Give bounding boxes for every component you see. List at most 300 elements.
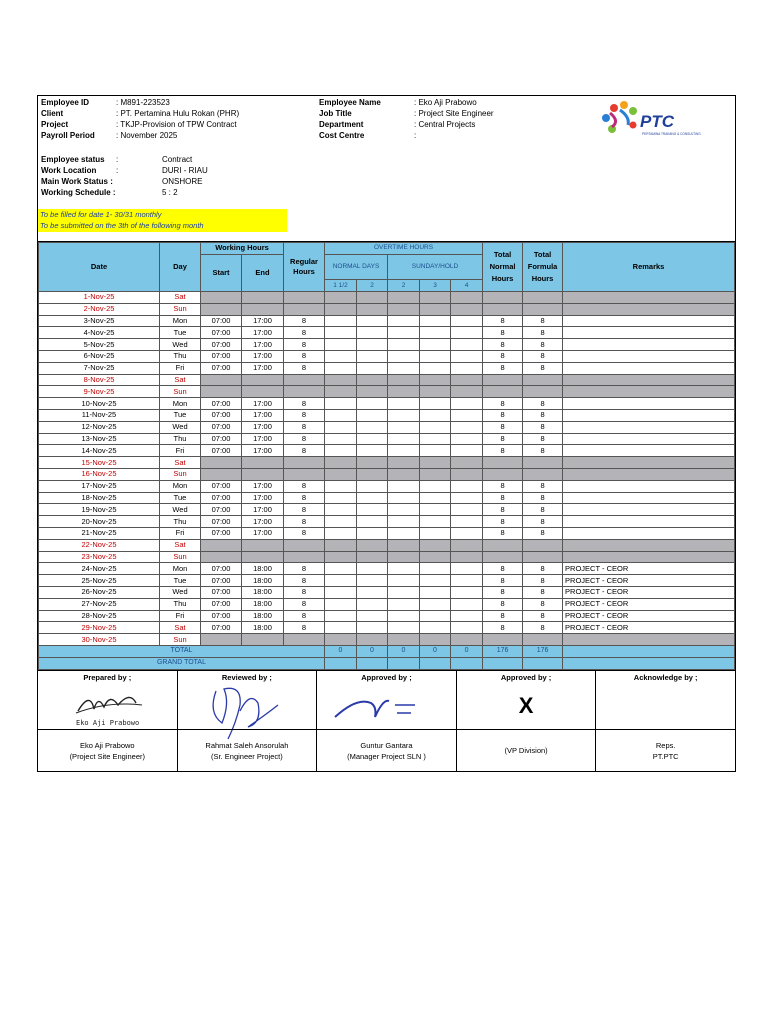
cell-overtime <box>388 292 420 304</box>
table-row <box>39 563 735 575</box>
cell-tf <box>523 292 563 304</box>
cell-overtime <box>451 551 483 563</box>
cell-overtime <box>325 374 357 386</box>
info-value: : Central Projects <box>414 120 476 129</box>
cell-overtime <box>451 480 483 492</box>
table-row <box>39 374 735 386</box>
cell-reg: 8 <box>284 327 325 339</box>
acknowledge-by-title: Acknowledge by ; <box>633 672 698 682</box>
acknowledge-by-block <box>596 671 735 771</box>
cell-overtime <box>325 362 357 374</box>
cell-rem <box>563 421 735 433</box>
info-value: Contract <box>162 155 193 164</box>
total-cell: 0 <box>451 645 483 657</box>
cell-overtime <box>325 292 357 304</box>
cell-date: 20-Nov-25 <box>39 516 160 528</box>
table-row <box>39 468 735 480</box>
cell-end: 18:00 <box>242 610 284 622</box>
cell-end: 17:00 <box>242 421 284 433</box>
ptc-logo-icon <box>598 99 708 139</box>
cell-rem <box>563 457 735 469</box>
cell-tf: 8 <box>523 350 563 362</box>
cell-tf: 8 <box>523 433 563 445</box>
cell-end <box>242 634 284 646</box>
cell-overtime <box>357 468 388 480</box>
cell-rem <box>563 339 735 351</box>
cell-reg: 8 <box>284 409 325 421</box>
cell-date: 6-Nov-25 <box>39 350 160 362</box>
cell-tn <box>483 292 523 304</box>
table-row <box>39 303 735 315</box>
cell-rem <box>563 398 735 410</box>
cell-overtime <box>451 433 483 445</box>
cell-start: 07:00 <box>201 586 242 598</box>
employee-info-left <box>41 97 239 141</box>
cell-reg <box>284 374 325 386</box>
cell-reg: 8 <box>284 575 325 587</box>
cell-end: 17:00 <box>242 362 284 374</box>
table-row <box>39 362 735 374</box>
cell-overtime <box>357 398 388 410</box>
cell-end: 17:00 <box>242 315 284 327</box>
cell-reg: 8 <box>284 480 325 492</box>
cell-date: 21-Nov-25 <box>39 527 160 539</box>
cell-overtime <box>451 457 483 469</box>
cell-date: 25-Nov-25 <box>39 575 160 587</box>
prepared-by-name-line: Eko Aji Prabowo <box>79 740 135 750</box>
cell-overtime <box>357 421 388 433</box>
cell-start: 07:00 <box>201 610 242 622</box>
cell-rem <box>563 539 735 551</box>
table-row <box>39 327 735 339</box>
cell-start: 07:00 <box>201 421 242 433</box>
cell-overtime <box>325 551 357 563</box>
cell-tn: 8 <box>483 586 523 598</box>
prepared-signature-name: Eko Aji Prabowo <box>76 718 140 727</box>
cell-reg: 8 <box>284 586 325 598</box>
cell-day: Mon <box>160 398 201 410</box>
reviewed-by-title: Reviewed by ; <box>221 672 272 682</box>
cell-day: Thu <box>160 350 201 362</box>
cell-tf: 8 <box>523 563 563 575</box>
cell-overtime <box>388 492 420 504</box>
total-cell: 0 <box>388 645 420 657</box>
cell-date: 4-Nov-25 <box>39 327 160 339</box>
approved-by-title: Approved by ; <box>361 672 412 682</box>
cell-tf <box>523 457 563 469</box>
cell-rem <box>563 386 735 398</box>
cell-tn: 8 <box>483 504 523 516</box>
cell-tf <box>523 374 563 386</box>
approved-signature <box>317 683 456 729</box>
cell-overtime <box>451 303 483 315</box>
cell-reg: 8 <box>284 362 325 374</box>
cell-overtime <box>451 527 483 539</box>
cell-tf: 8 <box>523 445 563 457</box>
cell-end <box>242 303 284 315</box>
cell-tf <box>523 386 563 398</box>
cell-reg <box>284 551 325 563</box>
cell-end <box>242 539 284 551</box>
cell-reg <box>284 468 325 480</box>
cell-start <box>201 539 242 551</box>
cell-day: Thu <box>160 516 201 528</box>
cell-overtime <box>388 350 420 362</box>
cell-rem <box>563 409 735 421</box>
cell-overtime <box>357 409 388 421</box>
info-label: Cost Centre <box>319 131 365 140</box>
cell-rem <box>563 480 735 492</box>
cell-rem <box>563 374 735 386</box>
cell-day: Sat <box>160 539 201 551</box>
cell-date: 19-Nov-25 <box>39 504 160 516</box>
col-ot-sun-3-header: 3 <box>420 280 451 292</box>
cell-end: 17:00 <box>242 327 284 339</box>
cell-overtime <box>325 303 357 315</box>
cell-overtime <box>388 339 420 351</box>
cell-reg: 8 <box>284 504 325 516</box>
table-row <box>39 315 735 327</box>
total-cell: 0 <box>420 645 451 657</box>
cell-tf: 8 <box>523 598 563 610</box>
cell-overtime <box>420 492 451 504</box>
cell-overtime <box>325 350 357 362</box>
cell-reg: 8 <box>284 598 325 610</box>
table-row <box>39 292 735 304</box>
cell-overtime <box>325 386 357 398</box>
cell-day: Fri <box>160 527 201 539</box>
cell-start <box>201 468 242 480</box>
cell-rem: PROJECT - CEOR <box>563 622 735 634</box>
cell-start <box>201 457 242 469</box>
cell-end: 17:00 <box>242 516 284 528</box>
info-row <box>41 108 239 119</box>
cell-overtime <box>325 457 357 469</box>
info-separator: : <box>116 166 119 175</box>
col-remarks-header: Remarks <box>563 243 735 292</box>
cell-overtime <box>420 468 451 480</box>
cell-overtime <box>357 504 388 516</box>
cell-reg <box>284 457 325 469</box>
cell-overtime <box>388 303 420 315</box>
cell-tn: 8 <box>483 527 523 539</box>
cell-tn: 8 <box>483 362 523 374</box>
cell-date: 23-Nov-25 <box>39 551 160 563</box>
cell-overtime <box>451 563 483 575</box>
cell-tn: 8 <box>483 433 523 445</box>
cell-overtime <box>420 598 451 610</box>
cell-overtime <box>357 575 388 587</box>
cell-overtime <box>388 575 420 587</box>
cell-tf <box>523 468 563 480</box>
col-ot-1-5-header: 1 1/2 <box>325 280 357 292</box>
total-row <box>39 645 735 657</box>
timesheet <box>37 95 736 772</box>
cell-overtime <box>325 433 357 445</box>
cell-date: 15-Nov-25 <box>39 457 160 469</box>
cell-reg: 8 <box>284 421 325 433</box>
cell-start: 07:00 <box>201 575 242 587</box>
acknowledge-signature-area <box>596 683 735 729</box>
info-value: DURI - RIAU <box>162 166 208 175</box>
cell-start <box>201 292 242 304</box>
col-date-header: Date <box>39 243 160 292</box>
reviewed-by-name-line: Rahmat Saleh Ansorulah <box>205 740 289 750</box>
cell-start <box>201 386 242 398</box>
cell-start <box>201 374 242 386</box>
cell-date: 28-Nov-25 <box>39 610 160 622</box>
cell-end: 17:00 <box>242 445 284 457</box>
total-cell: 0 <box>325 645 357 657</box>
cell-overtime <box>388 468 420 480</box>
cell-reg <box>284 539 325 551</box>
cell-overtime <box>420 421 451 433</box>
cell-reg: 8 <box>284 433 325 445</box>
cell-overtime <box>420 445 451 457</box>
acknowledge-by-name-line: Reps. <box>655 740 676 750</box>
cell-end: 18:00 <box>242 563 284 575</box>
cell-overtime <box>357 303 388 315</box>
col-ot-sun-2-header: 2 <box>388 280 420 292</box>
cell-day: Mon <box>160 480 201 492</box>
cell-tf: 8 <box>523 327 563 339</box>
notice-line-2: To be submitted on the 3th of the following month <box>40 221 204 230</box>
cell-tn: 8 <box>483 315 523 327</box>
cell-overtime <box>420 457 451 469</box>
cell-overtime <box>325 586 357 598</box>
cell-rem <box>563 350 735 362</box>
cell-rem: PROJECT - CEOR <box>563 610 735 622</box>
reviewed-by-name <box>178 729 317 772</box>
table-row <box>39 527 735 539</box>
cell-start <box>201 634 242 646</box>
cell-tn: 8 <box>483 598 523 610</box>
cell-day: Tue <box>160 575 201 587</box>
cell-overtime <box>357 539 388 551</box>
cell-end: 18:00 <box>242 575 284 587</box>
cell-reg: 8 <box>284 398 325 410</box>
cell-tn: 8 <box>483 516 523 528</box>
cell-day: Sat <box>160 457 201 469</box>
info-label: Work Location <box>41 166 97 175</box>
ptc-logo <box>598 99 708 139</box>
cell-overtime <box>451 292 483 304</box>
cell-reg: 8 <box>284 350 325 362</box>
cell-start: 07:00 <box>201 362 242 374</box>
cell-start <box>201 303 242 315</box>
cell-start: 07:00 <box>201 409 242 421</box>
cell-tn <box>483 457 523 469</box>
table-row <box>39 575 735 587</box>
cell-start: 07:00 <box>201 492 242 504</box>
cell-overtime <box>388 327 420 339</box>
cell-tf: 8 <box>523 339 563 351</box>
acknowledge-by-company-line: PT.PTC <box>652 751 679 761</box>
cell-rem <box>563 516 735 528</box>
cell-tn: 8 <box>483 350 523 362</box>
cell-overtime <box>420 527 451 539</box>
cell-rem: PROJECT - CEOR <box>563 586 735 598</box>
info-label: Employee ID <box>41 98 90 107</box>
cell-overtime <box>420 303 451 315</box>
cell-overtime <box>325 610 357 622</box>
cell-overtime <box>420 409 451 421</box>
cell-overtime <box>388 480 420 492</box>
cell-tn <box>483 539 523 551</box>
info-label: Main Work Status : <box>41 177 113 186</box>
cell-end <box>242 374 284 386</box>
cell-reg: 8 <box>284 527 325 539</box>
cell-overtime <box>451 575 483 587</box>
cell-overtime <box>388 386 420 398</box>
cell-day: Thu <box>160 598 201 610</box>
cell-date: 7-Nov-25 <box>39 362 160 374</box>
cell-overtime <box>451 586 483 598</box>
cell-tf <box>523 634 563 646</box>
cell-date: 1-Nov-25 <box>39 292 160 304</box>
info-row <box>319 119 494 130</box>
cell-tf: 8 <box>523 421 563 433</box>
col-total-normal-header: Total Normal Hours <box>483 243 523 292</box>
cell-rem <box>563 504 735 516</box>
cell-overtime <box>451 492 483 504</box>
cell-start: 07:00 <box>201 480 242 492</box>
cell-overtime <box>420 292 451 304</box>
col-sunday-hold-header: SUNDAY/HOLD <box>388 254 483 279</box>
info-label: Employee Name <box>319 98 381 107</box>
approved-by-name <box>317 729 456 772</box>
cell-date: 29-Nov-25 <box>39 622 160 634</box>
cell-rem <box>563 527 735 539</box>
table-row <box>39 457 735 469</box>
signature-section <box>38 670 735 771</box>
cell-overtime <box>388 409 420 421</box>
cell-date: 27-Nov-25 <box>39 598 160 610</box>
cell-date: 8-Nov-25 <box>39 374 160 386</box>
cell-day: Wed <box>160 586 201 598</box>
table-row <box>39 433 735 445</box>
cell-tf: 8 <box>523 622 563 634</box>
cell-tf: 8 <box>523 492 563 504</box>
cell-tf: 8 <box>523 610 563 622</box>
cell-overtime <box>451 504 483 516</box>
cell-rem <box>563 362 735 374</box>
cell-overtime <box>357 622 388 634</box>
cell-start: 07:00 <box>201 350 242 362</box>
cell-tn <box>483 386 523 398</box>
cell-overtime <box>451 362 483 374</box>
cell-overtime <box>388 527 420 539</box>
cell-date: 22-Nov-25 <box>39 539 160 551</box>
cell-end: 17:00 <box>242 480 284 492</box>
cell-overtime <box>420 516 451 528</box>
cell-overtime <box>420 386 451 398</box>
reviewed-by-block <box>178 671 318 771</box>
info-label: Department <box>319 120 364 129</box>
cell-start: 07:00 <box>201 398 242 410</box>
cell-overtime <box>420 551 451 563</box>
cell-overtime <box>325 539 357 551</box>
table-row <box>39 610 735 622</box>
employee-info-right <box>319 97 494 141</box>
info-value: : Project Site Engineer <box>414 109 494 118</box>
cell-overtime <box>388 315 420 327</box>
cell-day: Sat <box>160 292 201 304</box>
cell-tn: 8 <box>483 421 523 433</box>
cell-start: 07:00 <box>201 598 242 610</box>
cell-start: 07:00 <box>201 504 242 516</box>
cell-overtime <box>420 398 451 410</box>
cell-day: Wed <box>160 339 201 351</box>
cell-rem <box>563 445 735 457</box>
col-ot-2-header: 2 <box>357 280 388 292</box>
cell-day: Wed <box>160 504 201 516</box>
cell-day: Thu <box>160 433 201 445</box>
cell-overtime <box>325 327 357 339</box>
cell-overtime <box>325 504 357 516</box>
cell-overtime <box>451 539 483 551</box>
cell-overtime <box>325 492 357 504</box>
cell-tf: 8 <box>523 516 563 528</box>
cell-date: 24-Nov-25 <box>39 563 160 575</box>
cell-overtime <box>357 610 388 622</box>
cell-reg <box>284 386 325 398</box>
col-ot-sun-4-header: 4 <box>451 280 483 292</box>
cell-overtime <box>420 586 451 598</box>
table-row <box>39 386 735 398</box>
cell-overtime <box>388 610 420 622</box>
cell-overtime <box>325 634 357 646</box>
info-label: Working Schedule : <box>41 188 116 197</box>
cell-date: 2-Nov-25 <box>39 303 160 315</box>
cell-end: 17:00 <box>242 527 284 539</box>
cell-end: 18:00 <box>242 586 284 598</box>
total-formula-sum: 176 <box>523 645 563 657</box>
approved-by-vp-block <box>457 671 597 771</box>
cell-overtime <box>388 421 420 433</box>
cell-start: 07:00 <box>201 433 242 445</box>
logo-subtext: PERTAMINA TRAINING & CONSULTING <box>642 132 701 136</box>
cell-overtime <box>451 622 483 634</box>
prepared-by-role-line: (Project Site Engineer) <box>69 751 146 761</box>
cell-overtime <box>388 539 420 551</box>
cell-end <box>242 551 284 563</box>
cell-overtime <box>325 468 357 480</box>
table-row <box>39 516 735 528</box>
cell-reg: 8 <box>284 610 325 622</box>
cell-date: 11-Nov-25 <box>39 409 160 421</box>
cell-overtime <box>325 315 357 327</box>
info-label: Payroll Period <box>41 131 95 140</box>
cell-overtime <box>388 516 420 528</box>
cell-overtime <box>357 292 388 304</box>
cell-overtime <box>420 610 451 622</box>
cell-day: Fri <box>160 445 201 457</box>
timesheet-header <box>38 96 735 242</box>
info-value: : November 2025 <box>116 131 178 140</box>
cell-rem <box>563 551 735 563</box>
table-row <box>39 634 735 646</box>
cell-end: 17:00 <box>242 492 284 504</box>
cell-end <box>242 292 284 304</box>
cell-rem: PROJECT - CEOR <box>563 598 735 610</box>
cell-overtime <box>357 563 388 575</box>
info-row <box>41 130 239 141</box>
approved-by-role-line: (Manager Project SLN ) <box>347 751 426 761</box>
cell-reg: 8 <box>284 315 325 327</box>
cell-date: 17-Nov-25 <box>39 480 160 492</box>
cell-overtime <box>388 374 420 386</box>
